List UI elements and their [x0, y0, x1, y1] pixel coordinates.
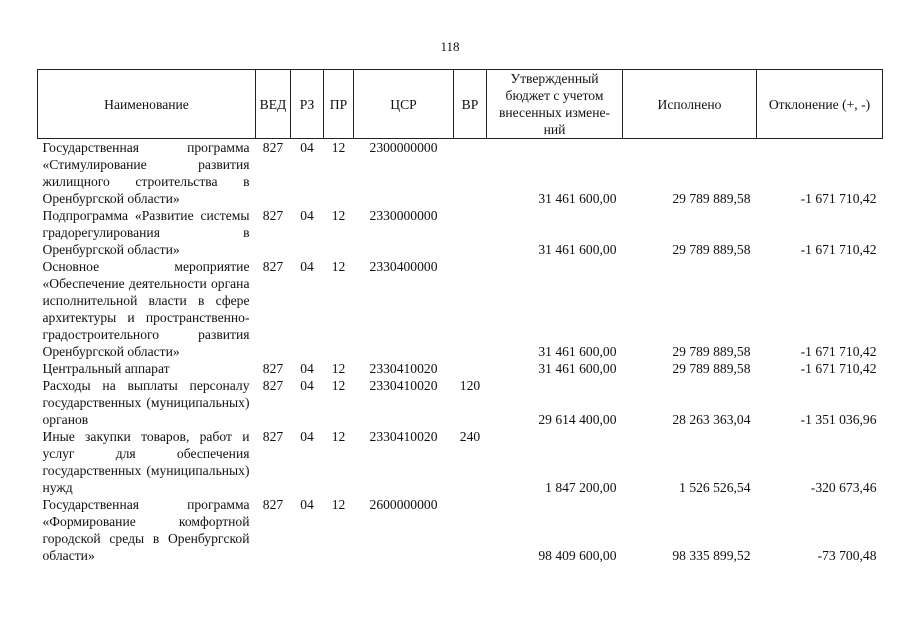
- row-executed: 29 789 889,58: [672, 361, 751, 376]
- row-name: Иные закупки товаров, работ и услуг для обеспечения государственных (муниципальных) нужд: [42, 429, 250, 495]
- row-rz: 04: [300, 378, 314, 393]
- row-executed: 29 789 889,58: [672, 242, 751, 257]
- header-executed: Исполнено: [623, 70, 757, 139]
- table-row: [38, 496, 883, 564]
- row-ved: 827: [262, 361, 284, 376]
- row-deviation: -1 671 710,42: [800, 242, 877, 257]
- row-executed: 29 789 889,58: [672, 191, 751, 206]
- row-vr: 120: [459, 378, 481, 393]
- row-pr: 12: [331, 429, 346, 444]
- row-csr: 2330410020: [369, 429, 438, 444]
- row-deviation: -1 351 036,96: [800, 412, 877, 427]
- row-csr: 2600000000: [369, 497, 438, 512]
- row-ved: 827: [262, 378, 284, 393]
- row-rz: 04: [300, 429, 314, 444]
- row-pr: 12: [331, 259, 346, 274]
- table-row: [38, 207, 883, 258]
- row-ved: 827: [262, 497, 284, 512]
- table-row: [38, 360, 883, 377]
- row-deviation: -1 671 710,42: [800, 191, 877, 206]
- row-deviation: -1 671 710,42: [800, 361, 877, 376]
- row-pr: 12: [331, 361, 346, 376]
- row-name: Государственная программа «Формирование комфортной городской среды в Оренбургской области»: [42, 497, 250, 563]
- row-rz: 04: [300, 140, 314, 155]
- row-deviation: -320 673,46: [810, 480, 877, 495]
- row-csr: 2330400000: [369, 259, 438, 274]
- table-row: [38, 377, 883, 428]
- header-csr: ЦСР: [354, 70, 454, 139]
- row-deviation: -73 700,48: [817, 548, 877, 563]
- row-vr: [454, 360, 487, 377]
- row-approved: 98 409 600,00: [538, 548, 617, 563]
- row-pr: 12: [331, 497, 346, 512]
- table-row: [38, 258, 883, 360]
- row-csr: 2330000000: [369, 208, 438, 223]
- row-executed: 98 335 899,52: [672, 548, 751, 563]
- row-pr: 12: [331, 378, 346, 393]
- table-row: [38, 428, 883, 496]
- row-deviation: -1 671 710,42: [800, 344, 877, 359]
- row-pr: 12: [331, 140, 346, 155]
- row-pr: 12: [331, 208, 346, 223]
- row-csr: 2300000000: [369, 140, 438, 155]
- row-ved: 827: [262, 140, 284, 155]
- table-row: [38, 139, 883, 208]
- header-row: [38, 70, 883, 139]
- row-vr: [454, 496, 487, 564]
- header-rz: РЗ: [291, 70, 324, 139]
- row-rz: 04: [300, 259, 314, 274]
- row-rz: 04: [300, 497, 314, 512]
- header-vr: ВР: [454, 70, 487, 139]
- budget-table: [37, 69, 883, 564]
- row-approved: 31 461 600,00: [538, 191, 617, 206]
- header-ved: ВЕД: [256, 70, 291, 139]
- row-csr: 2330410020: [369, 361, 438, 376]
- row-name: Основное мероприятие «Обеспечение деятельности органа исполнительной власти в сфере архитектуры и пространственно-градостроительного развития Оренбургской области»: [42, 259, 250, 359]
- row-executed: 29 789 889,58: [672, 344, 751, 359]
- row-name: Подпрограмма «Развитие системы градорегулирования в Оренбургской области»: [42, 208, 250, 257]
- header-deviation: Отклонение (+, -): [757, 70, 883, 139]
- row-name: Расходы на выплаты персоналу государственных (муниципальных) органов: [42, 378, 250, 427]
- row-approved: 29 614 400,00: [538, 412, 617, 427]
- row-ved: 827: [262, 259, 284, 274]
- row-name: Государственная программа «Стимулирование развития жилищного строительства в Оренбургской области»: [42, 140, 250, 206]
- row-rz: 04: [300, 361, 314, 376]
- row-approved: 1 847 200,00: [545, 480, 617, 495]
- row-rz: 04: [300, 208, 314, 223]
- row-vr: 240: [459, 429, 481, 444]
- header-approved: Утвержденный бюджет с учетом внесенных измене- ний: [487, 70, 623, 139]
- row-executed: 1 526 526,54: [679, 480, 751, 495]
- row-executed: 28 263 363,04: [672, 412, 751, 427]
- page-number: 118: [440, 39, 460, 54]
- row-ved: 827: [262, 429, 284, 444]
- row-approved: 31 461 600,00: [538, 344, 617, 359]
- row-ved: 827: [262, 208, 284, 223]
- row-vr: [454, 258, 487, 360]
- row-vr: [454, 207, 487, 258]
- row-csr: 2330410020: [369, 378, 438, 393]
- header-name: Наименование: [38, 70, 256, 139]
- header-pr: ПР: [324, 70, 354, 139]
- row-vr: [454, 139, 487, 208]
- row-approved: 31 461 600,00: [538, 242, 617, 257]
- row-name: Центральный аппарат: [42, 361, 170, 376]
- row-approved: 31 461 600,00: [538, 361, 617, 376]
